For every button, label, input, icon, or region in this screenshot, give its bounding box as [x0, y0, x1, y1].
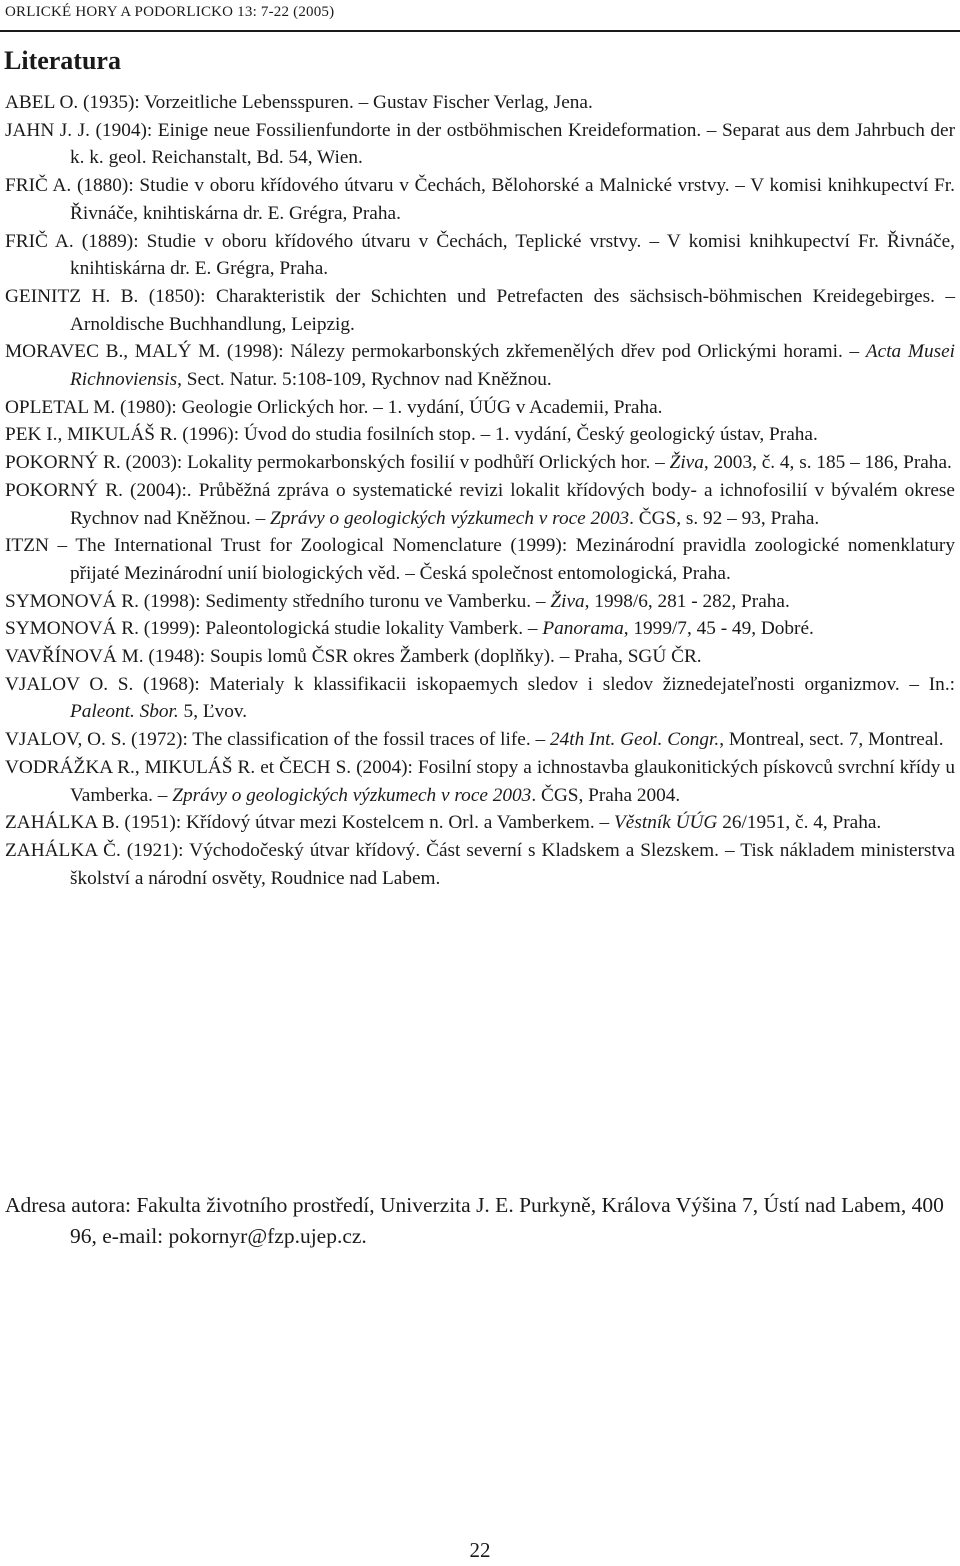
reference-text: PEK I., MIKULÁŠ R. (1996): Úvod do studia fosilních stop. – 1. vydání, Český geologický ústav, Praha.	[5, 424, 818, 446]
reference-entry	[5, 809, 955, 837]
reference-text: VODRÁŽKA R., MIKULÁŠ R. et ČECH S. (2004): Fosilní stopy a ichnostavba glaukonitických pískovců svrchní křídy u Vamberka. –	[5, 756, 955, 806]
reference-text: ZAHÁLKA B. (1951): Křídový útvar mezi Kostelcem n. Orl. a Vamberkem. –	[5, 812, 615, 834]
reference-entry	[5, 754, 955, 809]
section-title: Literatura	[4, 46, 121, 75]
reference-italic-text: Zprávy o geologických výzkumech v roce 2003	[172, 784, 532, 806]
reference-entry	[5, 671, 955, 726]
reference-entry	[5, 421, 955, 449]
reference-text: SYMONOVÁ R. (1999): Paleontologická studie lokality Vamberk. –	[5, 618, 543, 640]
reference-text: 26/1951, č. 4, Praha.	[717, 812, 882, 834]
reference-text: . ČGS, Praha 2004.	[531, 784, 681, 806]
reference-entry	[5, 172, 955, 227]
reference-text: GEINITZ H. B. (1850): Charakteristik der Schichten und Petrefacten des sächsisch-böhmischen Kreidegebirges. – Arnoldische Buchhandlung, Leipzig.	[5, 285, 955, 335]
author-address-block	[5, 1190, 955, 1252]
reference-italic-text: Živa	[669, 452, 704, 474]
reference-entry	[5, 117, 955, 172]
reference-entry	[5, 449, 955, 477]
reference-text: , Sect. Natur. 5:108-109, Rychnov nad Kněžnou.	[177, 369, 552, 391]
reference-italic-text: Panorama	[542, 618, 624, 640]
reference-text: POKORNÝ R. (2004):. Průběžná zpráva o systematické revizi lokalit křídových body- a ichnofosilií v bývalém okrese Rychnov nad Kněžnou. –	[5, 479, 955, 529]
running-header: ORLICKÉ HORY A PODORLICKO 13: 7-22 (2005)	[5, 4, 335, 20]
reference-entry	[5, 837, 955, 892]
reference-text: VJALOV, O. S. (1972): The classification of the fossil traces of life. –	[5, 729, 550, 751]
reference-text: POKORNÝ R. (2003): Lokality permokarbonských fosilií v podhůří Orlických hor. –	[5, 452, 670, 474]
header-divider	[0, 30, 960, 32]
reference-entry	[5, 477, 955, 532]
reference-entry	[5, 283, 955, 338]
reference-italic-text: Acta Musei Richnoviensis	[70, 341, 955, 391]
page-number: 22	[469, 1538, 491, 1562]
reference-text: SYMONOVÁ R. (1998): Sedimenty středního turonu ve Vamberku. –	[5, 590, 551, 612]
reference-text: , 1999/7, 45 - 49, Dobré.	[623, 618, 814, 640]
reference-text: JAHN J. J. (1904): Einige neue Fossilienfundorte in der ostböhmischen Kreideformation. – Separat aus dem Jahrbuch der k. k. geol. Reichanstalt, Bd. 54, Wien.	[5, 119, 955, 169]
reference-italic-text: Zprávy o geologických výzkumech v roce 2003	[270, 507, 630, 529]
reference-text: VJALOV O. S. (1968): Materialy k klassifikacii iskopaemych sledov i sledov žiznedejateľnosti organizmov. – In.:	[5, 673, 955, 695]
reference-entry	[5, 726, 955, 754]
reference-text: VAVŘÍNOVÁ M. (1948): Soupis lomů ČSR okres Žamberk (doplňky). – Praha, SGÚ ČR.	[5, 646, 702, 668]
reference-entry	[5, 532, 955, 587]
reference-entry	[5, 615, 955, 643]
reference-italic-text: Věstník ÚÚG	[614, 812, 718, 834]
reference-entry	[5, 588, 955, 616]
reference-text: OPLETAL M. (1980): Geologie Orlických hor. – 1. vydání, ÚÚG v Academii, Praha.	[5, 396, 663, 418]
reference-text: ITZN – The International Trust for Zoological Nomenclature (1999): Mezinárodní pravidla zoologické nomenklatury přijaté Mezinárodní unií biologických věd. – Česká společnost entomologická, Praha.	[5, 535, 955, 584]
reference-entry	[5, 643, 955, 671]
reference-italic-text: Živa	[550, 590, 585, 612]
reference-italic-text: 24th Int. Geol. Congr.	[549, 729, 720, 751]
reference-entry	[5, 89, 955, 117]
reference-list	[5, 89, 955, 892]
reference-entry	[5, 338, 955, 393]
reference-italic-text: Paleont. Sbor.	[70, 701, 179, 723]
reference-text: MORAVEC B., MALÝ M. (1998): Nálezy permokarbonských zkřemenělých dřev pod Orlickými horami. –	[5, 341, 866, 363]
reference-text: FRIČ A. (1889): Studie v oboru křídového útvaru v Čechách, Teplické vrstvy. – V komisi knihkupectví Fr. Řivnáče, knihtiskárna dr. E. Grégra, Praha.	[5, 230, 955, 280]
reference-entry	[5, 394, 955, 422]
reference-text: , Montreal, sect. 7, Montreal.	[719, 729, 944, 751]
reference-text: 5, Ľvov.	[178, 701, 248, 723]
reference-text: . ČGS, s. 92 – 93, Praha.	[629, 507, 820, 529]
reference-text: FRIČ A. (1880): Studie v oboru křídového útvaru v Čechách, Bělohorské a Malnické vrstvy. – V komisi knihkupectví Fr. Řivnáče, knihtiskárna dr. E. Grégra, Praha.	[5, 175, 955, 224]
reference-entry	[5, 228, 955, 283]
reference-text: ABEL O. (1935): Vorzeitliche Lebensspuren. – Gustav Fischer Verlag, Jena.	[5, 92, 593, 113]
reference-text: , 2003, č. 4, s. 185 – 186, Praha.	[703, 452, 952, 474]
reference-text: ZAHÁLKA Č. (1921): Východočeský útvar křídový. Část severní s Kladskem a Slezskem. – Tisk nákladem ministerstva školství a národní osvěty, Roudnice nad Labem.	[5, 839, 955, 889]
reference-text: , 1998/6, 281 - 282, Praha.	[584, 590, 790, 612]
author-address: Adresa autora: Fakulta životního prostředí, Univerzita J. E. Purkyně, Králova Výšina 7, Ústí nad Labem, 400 96, e-mail: pokornyr@fzp.ujep.cz.	[5, 1193, 944, 1248]
